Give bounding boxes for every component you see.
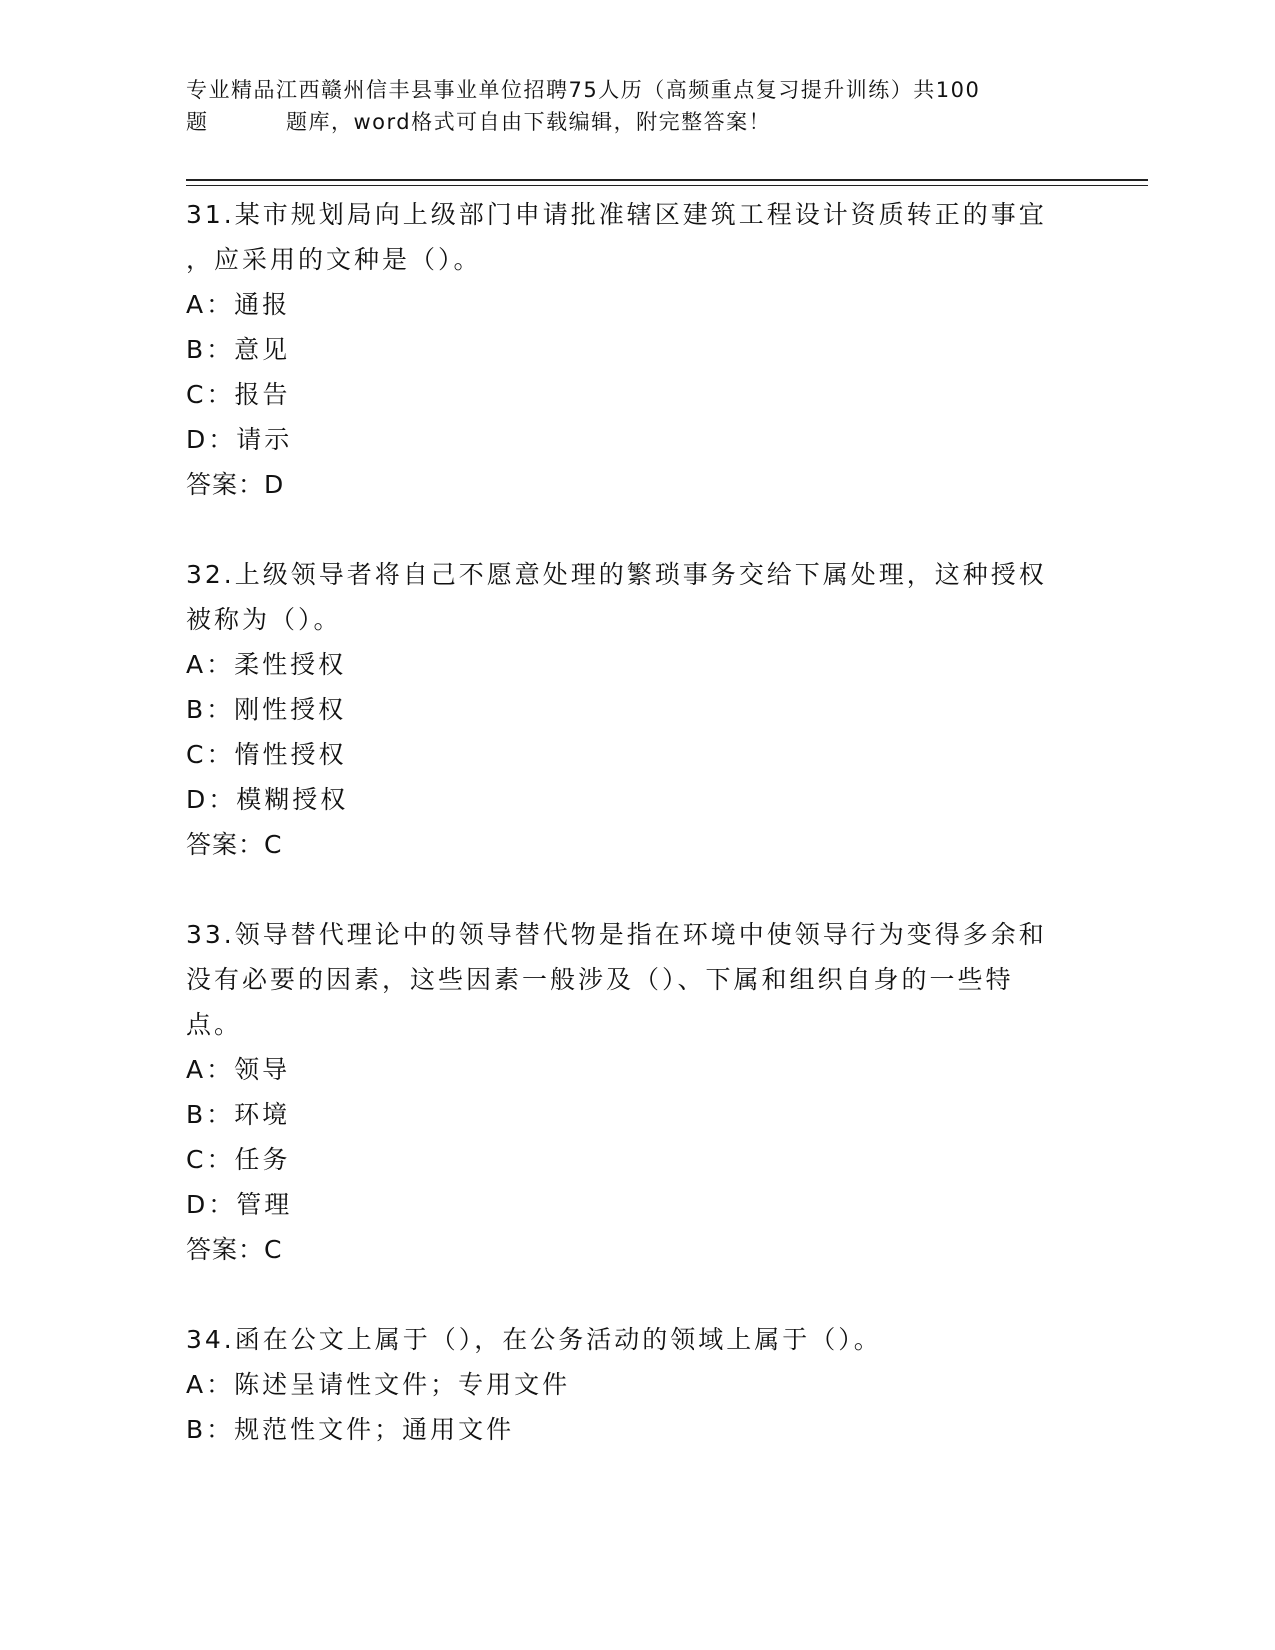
question-stem-line: ，应采用的文种是（）。 bbox=[186, 245, 482, 274]
question-stem-line: 31.某市规划局向上级部门申请批准辖区建筑工程设计资质转正的事宜 bbox=[186, 200, 1047, 229]
question-32 bbox=[186, 552, 1086, 912]
option-d: D：请示 bbox=[186, 425, 293, 454]
question-stem-line: 点。 bbox=[186, 1010, 243, 1039]
question-stem-line: 34.函在公文上属于（），在公务活动的领域上属于（）。 bbox=[186, 1325, 882, 1354]
question-list bbox=[186, 192, 1086, 1452]
header-line-2b: 题库，word格式可自由下载编辑，附完整答案！ bbox=[286, 110, 772, 134]
question-stem-line: 33.领导替代理论中的领导替代物是指在环境中使领导行为变得多余和 bbox=[186, 920, 1047, 949]
option-a: A：柔性授权 bbox=[186, 650, 347, 679]
header-divider-thin bbox=[186, 185, 1148, 186]
option-b: B：意见 bbox=[186, 335, 291, 364]
header-line-2 bbox=[186, 106, 1066, 138]
option-b: B：规范性文件；通用文件 bbox=[186, 1415, 515, 1444]
option-c: C：任务 bbox=[186, 1145, 291, 1174]
spacer bbox=[186, 867, 1086, 912]
spacer bbox=[186, 1272, 1086, 1317]
answer-line: 答案：C bbox=[186, 830, 283, 859]
option-d: D：管理 bbox=[186, 1190, 293, 1219]
question-34 bbox=[186, 1317, 1086, 1452]
answer-line: 答案：D bbox=[186, 470, 285, 499]
option-c: C：惰性授权 bbox=[186, 740, 347, 769]
header-line-2a: 题 bbox=[186, 110, 209, 134]
option-a: A：陈述呈请性文件；专用文件 bbox=[186, 1370, 571, 1399]
option-c: C：报告 bbox=[186, 380, 291, 409]
question-stem-line: 没有必要的因素，这些因素一般涉及（）、下属和组织自身的一些特 bbox=[186, 965, 1014, 994]
question-33 bbox=[186, 912, 1086, 1317]
option-a: A：通报 bbox=[186, 290, 291, 319]
question-31 bbox=[186, 192, 1086, 552]
document-header bbox=[186, 74, 1066, 138]
question-stem-line: 被称为（）。 bbox=[186, 605, 342, 634]
answer-line: 答案：C bbox=[186, 1235, 283, 1264]
option-a: A：领导 bbox=[186, 1055, 291, 1084]
question-stem-line: 32.上级领导者将自己不愿意处理的繁琐事务交给下属处理，这种授权 bbox=[186, 560, 1047, 589]
option-b: B：刚性授权 bbox=[186, 695, 347, 724]
header-divider-thick bbox=[186, 179, 1148, 181]
spacer bbox=[186, 507, 1086, 552]
header-line-1: 专业精品江西赣州信丰县事业单位招聘75人历（高频重点复习提升训练）共100 bbox=[186, 78, 981, 102]
option-b: B：环境 bbox=[186, 1100, 291, 1129]
option-d: D：模糊授权 bbox=[186, 785, 349, 814]
